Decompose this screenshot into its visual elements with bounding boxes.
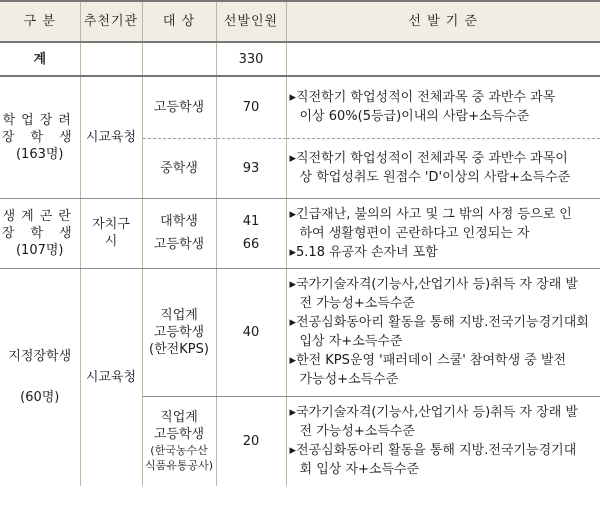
total-label: 계 <box>0 42 80 76</box>
total-count: 330 <box>216 42 286 76</box>
group1-high-target: 고등학생 <box>142 76 216 138</box>
group2-count: 41 66 <box>216 198 286 268</box>
group1-name: 학업장려 장 학 생 (163명) <box>0 76 80 198</box>
group3-nongsu-criteria: ▸국가기술자격(기능사,산업기사 등)취득 자 장래 발 전 가능성+소득수준 ▸전공심화동아리 활동을 통해 지방.전국기능경기대 회 입상 자+소득수준 <box>289 405 578 478</box>
header-count: 선발인원 <box>216 1 286 42</box>
group2-name: 생계곤란 장 학 생 (107명) <box>0 198 80 268</box>
group3-kps-count: 40 <box>216 268 286 396</box>
group1-high-count: 70 <box>216 76 286 138</box>
group3-agency: 시교육청 <box>80 268 142 486</box>
group3-nongsu-target: 직업계 고등학생 (한국농수산 식품유통공사) <box>142 396 216 486</box>
header-criteria: 선 발 기 준 <box>286 1 600 42</box>
header-agency: 추천기관 <box>80 1 142 42</box>
header-row <box>0 1 600 42</box>
group2-target: 대학생 고등학생 <box>142 198 216 268</box>
group1-middle-count: 93 <box>216 138 286 198</box>
group1-high-criteria: ▸직전학기 학업성적이 전체과목 중 과반수 과목 이상 60%(5등급)이내의 사람+소득수준 <box>286 76 600 138</box>
header-target: 대 상 <box>142 1 216 42</box>
header-gubun: 구 분 <box>0 1 80 42</box>
group1-agency: 시교육청 <box>80 76 142 198</box>
group3-kps-target: 직업계 고등학생 (한전KPS) <box>142 268 216 396</box>
group2-agency: 자치구 시 <box>80 198 142 268</box>
group3-kps-criteria: ▸국가기술자격(기능사,산업기사 등)취득 자 장래 발 전 가능성+소득수준 ▸전공심화동아리 활동을 통해 지방.전국기능경기대회 입상 자+소득수준 ▸한전 KPS운영 '패러데이 스쿨' 참여학생 중 발전 가능성+소득수준 <box>286 268 600 396</box>
group1-middle-criteria: ▸직전학기 학업성적이 전체과목 중 과반수 과목이 상 학업성취도 원점수 'D'이상의 사람+소득수준 <box>286 138 600 198</box>
group3-name: 지정장학생 (60명) <box>0 268 80 486</box>
group1-middle-target: 중학생 <box>142 138 216 198</box>
table-row <box>0 76 600 138</box>
table-row <box>0 198 600 268</box>
group2-criteria: ▸긴급재난, 불의의 사고 및 그 밖의 사정 등으로 인 하여 생활형편이 곤란하다고 인정되는 자 ▸5.18 유공자 손자녀 포함 <box>286 198 600 268</box>
table-row <box>0 268 600 396</box>
group3-nongsu-count: 20 <box>216 396 286 486</box>
total-row <box>0 42 600 76</box>
